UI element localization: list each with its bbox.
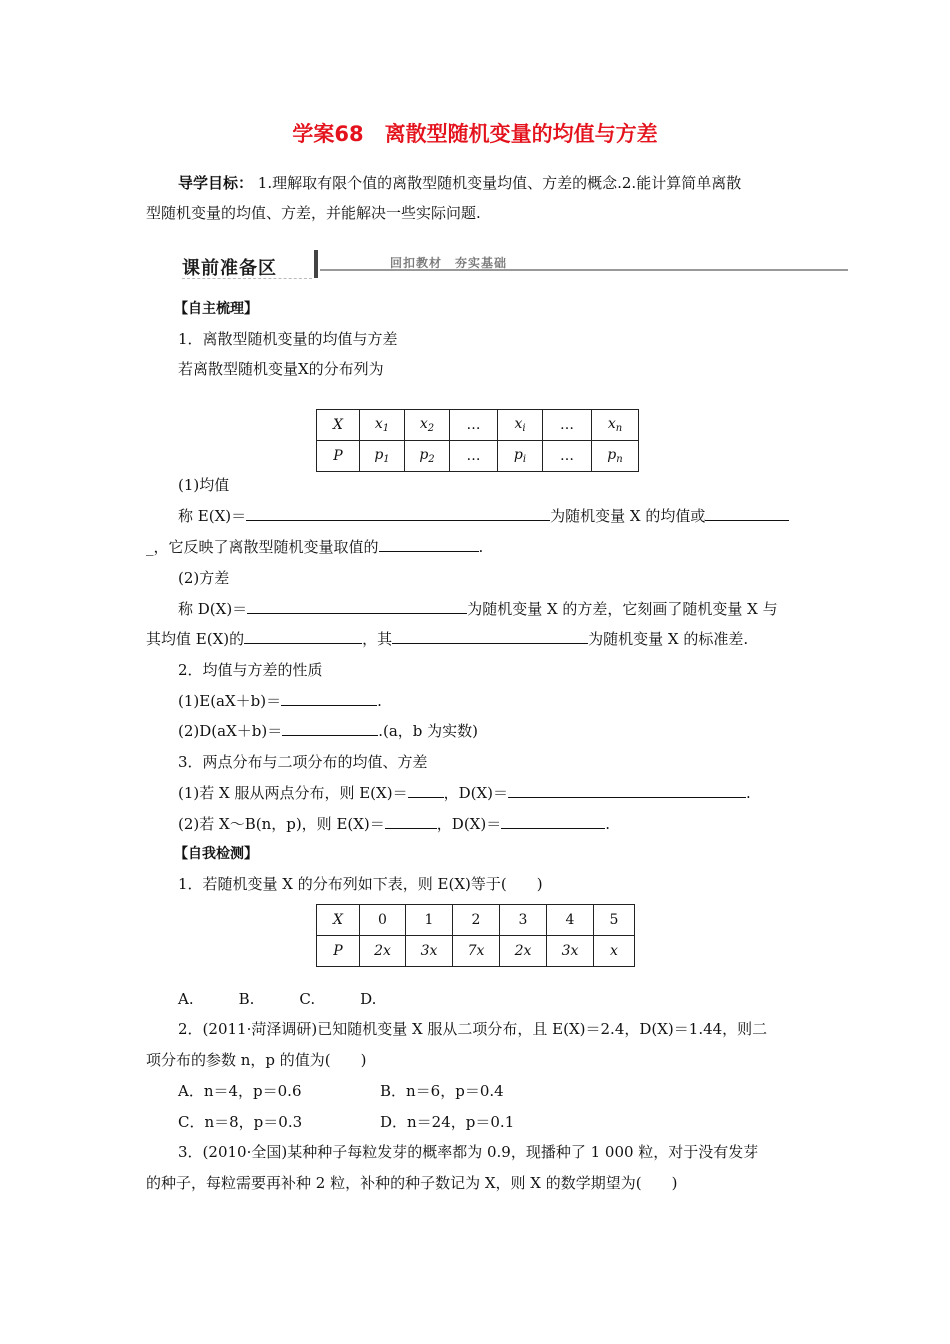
table-cell: X xyxy=(317,410,360,441)
property-1 xyxy=(178,690,382,712)
table-cell: x xyxy=(594,936,635,967)
blank-line[interactable] xyxy=(282,721,378,736)
blank-line[interactable] xyxy=(705,506,789,521)
review-item-2: 2．均值与方差的性质 xyxy=(178,661,323,679)
blank-line[interactable] xyxy=(281,691,377,706)
table-row xyxy=(317,410,639,441)
banner-subtitle: 回扣教材 夯实基础 xyxy=(390,256,508,270)
variance-line-1 xyxy=(178,598,778,620)
two-point-line xyxy=(178,782,751,804)
table-cell: 4 xyxy=(547,905,594,936)
table-cell: 2x xyxy=(360,936,406,967)
two-point-text-a: (1)若 X 服从两点分布，则 E(X)＝ xyxy=(178,784,408,802)
banner-dash xyxy=(182,278,312,279)
property-2-text: (2)D(aX＋b)＝ xyxy=(178,722,283,740)
question-2-line-2: 项分布的参数 n，p 的值为( ) xyxy=(146,1051,367,1069)
variance-text-c: 其均值 E(X)的 xyxy=(146,630,245,648)
review-item-1: 1．离散型随机变量的均值与方差 xyxy=(178,330,398,348)
table-cell: $x_1$ xyxy=(360,410,405,441)
mean-line-1 xyxy=(178,505,789,527)
table-cell: 7x xyxy=(453,936,500,967)
banner-title: 课前准备区 xyxy=(182,258,277,279)
objective-line-1 xyxy=(178,172,741,194)
table-cell: … xyxy=(450,410,498,441)
table-cell: 0 xyxy=(360,905,406,936)
table-cell: … xyxy=(450,441,498,472)
review-heading: 【自主梳理】 xyxy=(174,301,258,317)
blank-line[interactable] xyxy=(408,783,444,798)
blank-line[interactable] xyxy=(247,599,467,614)
blank-line[interactable] xyxy=(392,629,588,644)
mean-text-c: _，它反映了离散型随机变量取值的 xyxy=(146,538,379,556)
page-title: 学案68 离散型随机变量的均值与方差 xyxy=(292,122,658,146)
variance-text-d: ，其 xyxy=(362,630,393,648)
blank-line[interactable] xyxy=(385,814,437,829)
table-cell: $x_n$ xyxy=(592,410,639,441)
table-cell: $p_n$ xyxy=(592,441,639,472)
property-2 xyxy=(178,720,478,742)
section-banner xyxy=(180,248,848,282)
table-cell: P xyxy=(317,936,360,967)
distribution-table xyxy=(316,409,639,472)
binomial-text-b: ，D(X)＝ xyxy=(436,815,502,833)
mean-line-2 xyxy=(146,536,483,558)
table-cell: P xyxy=(317,441,360,472)
table-cell: 2 xyxy=(453,905,500,936)
question-1-table xyxy=(316,904,635,967)
question-2-option-c: C．n＝8，p＝0.3 xyxy=(178,1113,303,1131)
table-row xyxy=(317,441,639,472)
property-1-text: (1)E(aX＋b)＝ xyxy=(178,692,282,710)
table-cell: 3x xyxy=(547,936,594,967)
two-point-text-b: ，D(X)＝ xyxy=(443,784,508,802)
property-2-end: .(a，b 为实数) xyxy=(378,722,478,740)
objective-line-2: 型随机变量的均值、方差，并能解决一些实际问题. xyxy=(146,204,481,222)
question-2-option-b: B．n＝6，p＝0.4 xyxy=(380,1082,504,1100)
table-cell: 5 xyxy=(594,905,635,936)
table-cell: 3 xyxy=(500,905,547,936)
blank-line[interactable] xyxy=(246,506,550,521)
table-cell: $x_2$ xyxy=(405,410,450,441)
table-cell: $p_1$ xyxy=(360,441,405,472)
mean-heading: (1)均值 xyxy=(178,476,230,494)
table-row xyxy=(317,905,635,936)
table-cell: $p_2$ xyxy=(405,441,450,472)
table-cell: X xyxy=(317,905,360,936)
blank-line[interactable] xyxy=(508,783,746,798)
table-row xyxy=(317,936,635,967)
table-cell: $x_i$ xyxy=(498,410,543,441)
mean-text-b: 为随机变量 X 的均值或 xyxy=(550,507,706,525)
question-1-options: A. B. C. D. xyxy=(178,990,377,1008)
question-2-line-1: 2．(2011·菏泽调研)已知随机变量 X 服从二项分布，且 E(X)＝2.4，D(X)＝1.44，则二 xyxy=(178,1020,768,1038)
question-2-option-a: A．n＝4，p＝0.6 xyxy=(178,1082,302,1100)
table-cell: 2x xyxy=(500,936,547,967)
table-cell: $p_i$ xyxy=(498,441,543,472)
table-cell: 1 xyxy=(406,905,453,936)
variance-text-b: 为随机变量 X 的方差，它刻画了随机变量 X 与 xyxy=(467,600,778,618)
variance-text-e: 为随机变量 X 的标准差. xyxy=(588,630,749,648)
review-item-3: 3．两点分布与二项分布的均值、方差 xyxy=(178,753,428,771)
objective-text-1: 1.理解取有限个值的离散型随机变量均值、方差的概念.2.能计算简单离散 xyxy=(257,174,742,192)
variance-heading: (2)方差 xyxy=(178,569,230,587)
question-2-option-d: D．n＝24，p＝0.1 xyxy=(380,1113,515,1131)
question-1: 1．若随机变量 X 的分布列如下表，则 E(X)等于( ) xyxy=(178,875,543,893)
variance-text-a: 称 D(X)＝ xyxy=(178,600,248,618)
banner-divider xyxy=(314,250,318,278)
question-3-line-2: 的种子，每粒需要再补种 2 粒，补种的种子数记为 X，则 X 的数学期望为( ) xyxy=(146,1174,678,1192)
blank-line[interactable] xyxy=(244,629,362,644)
variance-line-2 xyxy=(146,628,748,650)
blank-line[interactable] xyxy=(501,814,605,829)
binomial-text-c: . xyxy=(605,815,610,833)
selfcheck-heading: 【自我检测】 xyxy=(174,846,258,862)
table-cell: … xyxy=(543,410,592,441)
review-item-1-intro: 若离散型随机变量X的分布列为 xyxy=(178,360,384,378)
objective-label: 导学目标： xyxy=(178,174,254,192)
two-point-text-c: . xyxy=(746,784,751,802)
binomial-line xyxy=(178,813,610,835)
question-3-line-1: 3．(2010·全国)某种种子每粒发芽的概率都为 0.9，现播种了 1 000 粒，对于没有发芽 xyxy=(178,1143,759,1161)
table-cell: 3x xyxy=(406,936,453,967)
blank-line[interactable] xyxy=(379,537,479,552)
binomial-text-a: (2)若 X～B(n，p)，则 E(X)＝ xyxy=(178,815,385,833)
table-cell: … xyxy=(543,441,592,472)
property-1-end: . xyxy=(377,692,382,710)
mean-text-d: . xyxy=(478,538,484,556)
mean-text-a: 称 E(X)＝ xyxy=(178,507,247,525)
